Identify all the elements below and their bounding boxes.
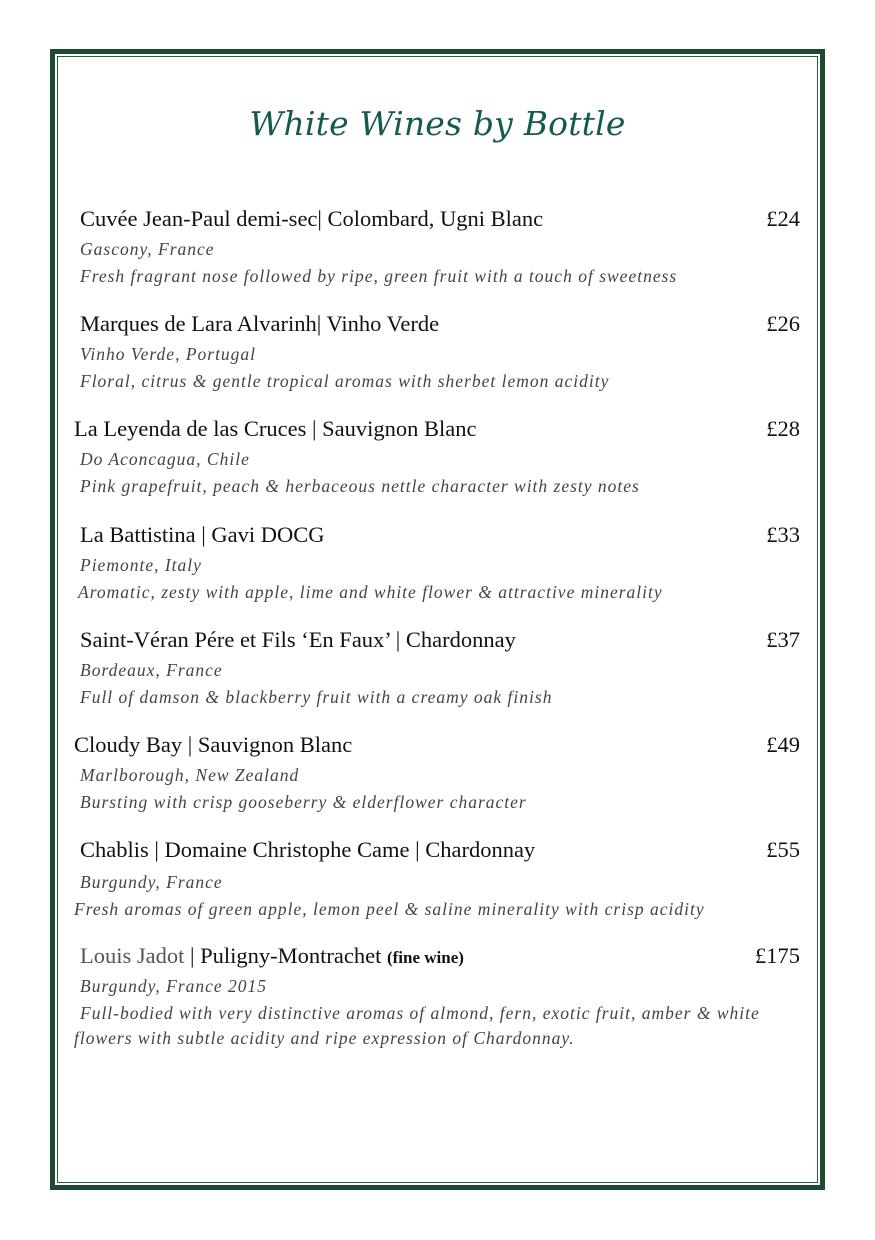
wine-name: Cloudy Bay | Sauvignon Blanc bbox=[74, 732, 353, 757]
wine-name-rest: | Puligny-Montrachet bbox=[184, 943, 387, 968]
wine-price: £55 bbox=[766, 837, 800, 862]
wine-description: Aromatic, zesty with apple, lime and white flower & attractive minerality bbox=[78, 582, 663, 602]
wine-name: La Leyenda de las Cruces | Sauvignon Blanc bbox=[74, 416, 477, 441]
wine-region: Bordeaux, France bbox=[80, 660, 223, 680]
wine-price: £28 bbox=[766, 416, 800, 441]
wine-name: Chablis | Domaine Christophe Came | Chardonnay bbox=[80, 837, 536, 862]
wine-region: Gascony, France bbox=[80, 239, 215, 259]
wine-price: £37 bbox=[766, 627, 800, 652]
wine-name: Saint-Véran Pére et Fils ‘En Faux’ | Chardonnay bbox=[80, 627, 516, 652]
wine-description: Floral, citrus & gentle tropical aromas with sherbet lemon acidity bbox=[80, 371, 610, 391]
wine-description: Full-bodied with very distinctive aromas of almond, fern, exotic fruit, amber & white flowers with subtle acidity and ripe expression of Chardonnay. bbox=[74, 1003, 760, 1048]
wine-price: £175 bbox=[755, 943, 800, 968]
wine-producer: Louis Jadot bbox=[80, 943, 185, 968]
wine-description: Pink grapefruit, peach & herbaceous nettle character with zesty notes bbox=[80, 476, 640, 496]
wine-description: Full of damson & blackberry fruit with a creamy oak finish bbox=[80, 687, 553, 707]
page-title: White Wines by Bottle bbox=[249, 104, 626, 143]
wine-price: £26 bbox=[766, 311, 800, 336]
wine-region: Marlborough, New Zealand bbox=[80, 765, 300, 785]
wine-region: Do Aconcagua, Chile bbox=[80, 449, 250, 469]
wine-name bbox=[80, 943, 464, 969]
wine-description: Fresh fragrant nose followed by ripe, green fruit with a touch of sweetness bbox=[80, 266, 678, 286]
wine-region: Burgundy, France 2015 bbox=[80, 976, 268, 996]
fine-wine-note: (fine wine) bbox=[386, 948, 464, 967]
wine-name: Marques de Lara Alvarinh| Vinho Verde bbox=[80, 311, 440, 336]
wine-price: £24 bbox=[766, 206, 800, 231]
wine-name: La Battistina | Gavi DOCG bbox=[80, 522, 325, 547]
wine-description: Bursting with crisp gooseberry & elderflower character bbox=[80, 792, 527, 812]
wine-region: Burgundy, France bbox=[80, 872, 223, 892]
wine-price: £33 bbox=[766, 522, 800, 547]
wine-region: Piemonte, Italy bbox=[80, 555, 202, 575]
wine-region: Vinho Verde, Portugal bbox=[80, 344, 257, 364]
wine-price: £49 bbox=[766, 732, 800, 757]
wine-name: Cuvée Jean-Paul demi-sec| Colombard, Ugni Blanc bbox=[80, 206, 544, 231]
wine-description: Fresh aromas of green apple, lemon peel & saline minerality with crisp acidity bbox=[74, 899, 705, 919]
